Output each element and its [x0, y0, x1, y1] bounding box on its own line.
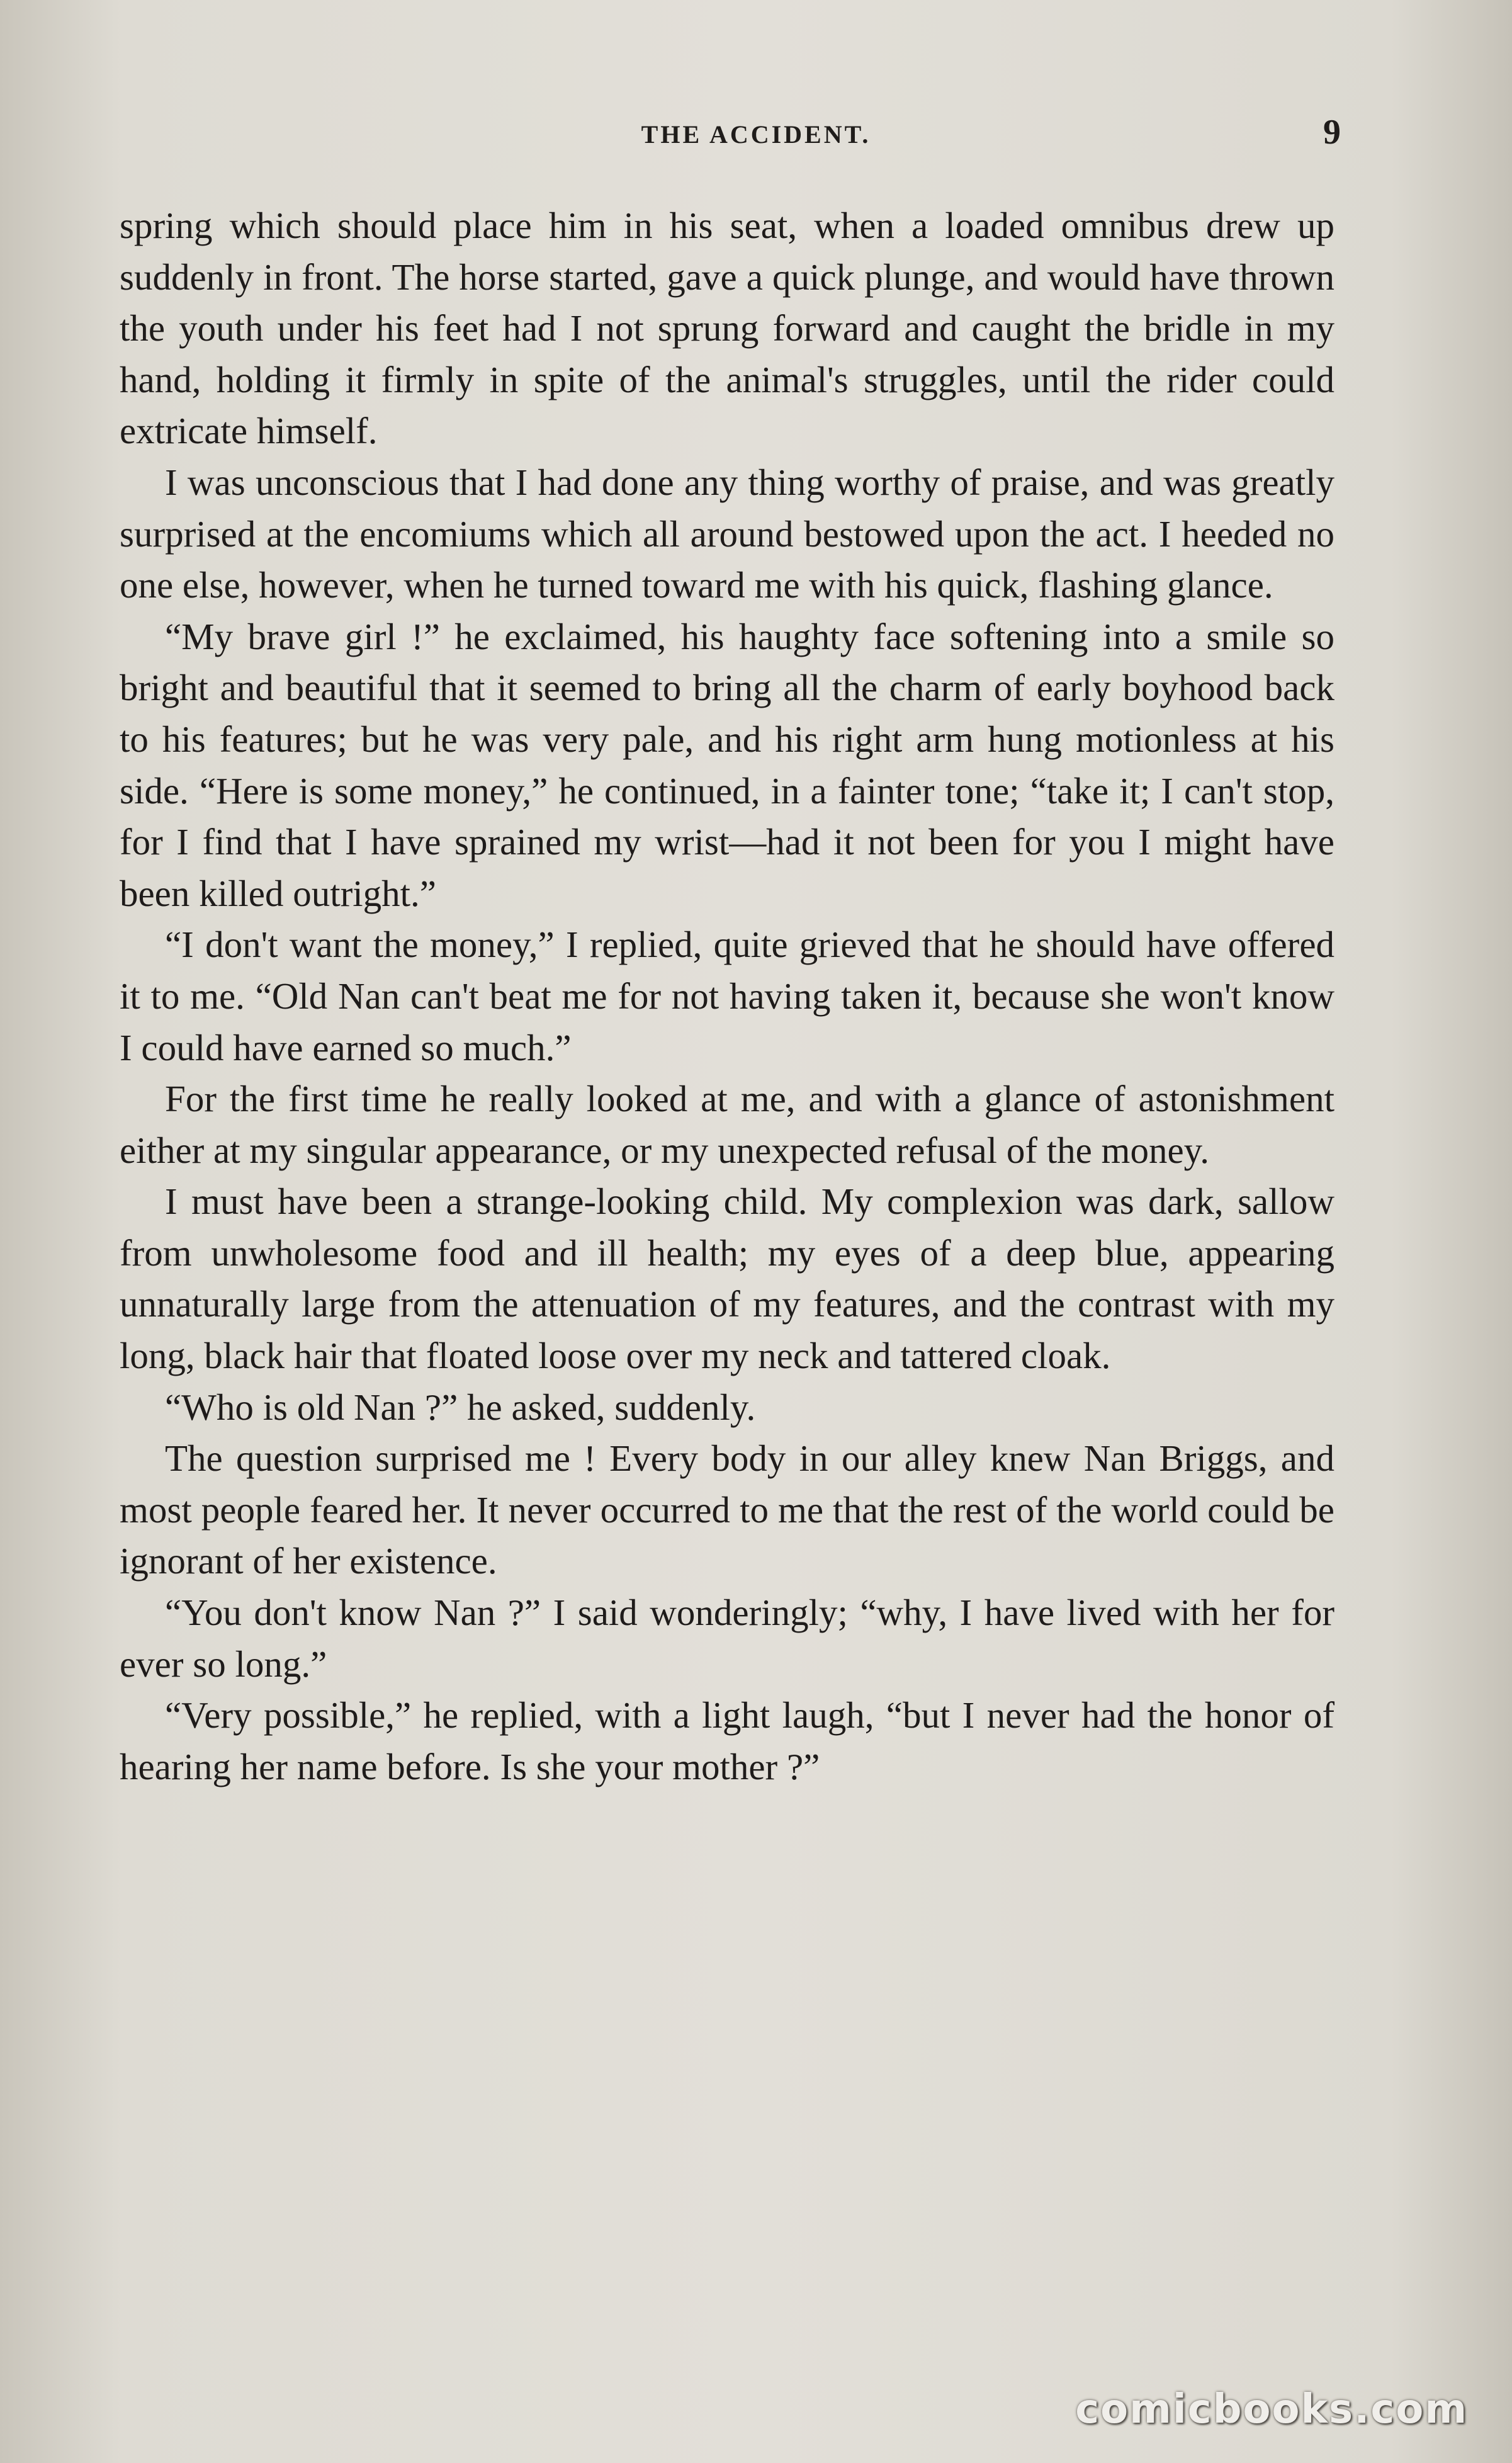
page-number: 9	[1323, 113, 1341, 152]
body-text	[120, 200, 1334, 1792]
paragraph: “Very possible,” he replied, with a light laugh, “but I never had the honor of hearing her name before. Is she your mother ?”	[120, 1694, 1334, 1787]
running-head: THE ACCIDENT.	[641, 120, 871, 149]
paragraph: The question surprised me ! Every body in our alley knew Nan Briggs, and most people feared her. It never occurred to me that the rest of the world could be ignorant of her existence.	[120, 1437, 1334, 1582]
watermark: comicbooks.com	[1075, 2386, 1468, 2433]
page-header	[0, 112, 1512, 169]
paragraph: For the first time he really looked at me, and with a glance of astonishment either at my singular appearance, or my unexpected refusal of the money.	[120, 1078, 1334, 1171]
paragraph: “You don't know Nan ?” I said wonderingly; “why, I have lived with her for ever so long.”	[120, 1592, 1334, 1685]
paragraph: I must have been a strange-looking child. My complexion was dark, sallow from unwholesome food and ill health; my eyes of a deep blue, appearing unnaturally large from the attenuation of my features, and the contrast with my long, black hair that floated loose over my neck and tattered cloak.	[120, 1181, 1334, 1377]
paragraph: “I don't want the money,” I replied, quite grieved that he should have offered it to me. “Old Nan can't beat me for not having taken it, because she won't know I could have earned so much.”	[120, 924, 1334, 1068]
paragraph: “Who is old Nan ?” he asked, suddenly.	[165, 1386, 756, 1428]
paragraph: “My brave girl !” he exclaimed, his haughty face softening into a smile so bright and beautiful that it seemed to bring all the charm of early boyhood back to his features; but he was very pale, and his right arm hung motionless at his side. “Here is some money,” he continued, in a fainter tone; “take it; I can't stop, for I find that I have sprained my wrist—had it not been for you I might have been killed outright.”	[120, 615, 1334, 914]
paragraph: I was unconscious that I had done any thing worthy of praise, and was greatly surprised at the encomiums which all around bestowed upon the act. I heeded no one else, however, when he turned toward me with his quick, flashing glance.	[120, 461, 1334, 606]
paragraph: spring which should place him in his seat, when a loaded omnibus drew up suddenly in front. The horse started, gave a quick plunge, and would have thrown the youth under his feet had I not sprung forward and caught the bridle in my hand, holding it firmly in spite of the animal's struggles, until the rider could extricate himself.	[120, 205, 1334, 452]
